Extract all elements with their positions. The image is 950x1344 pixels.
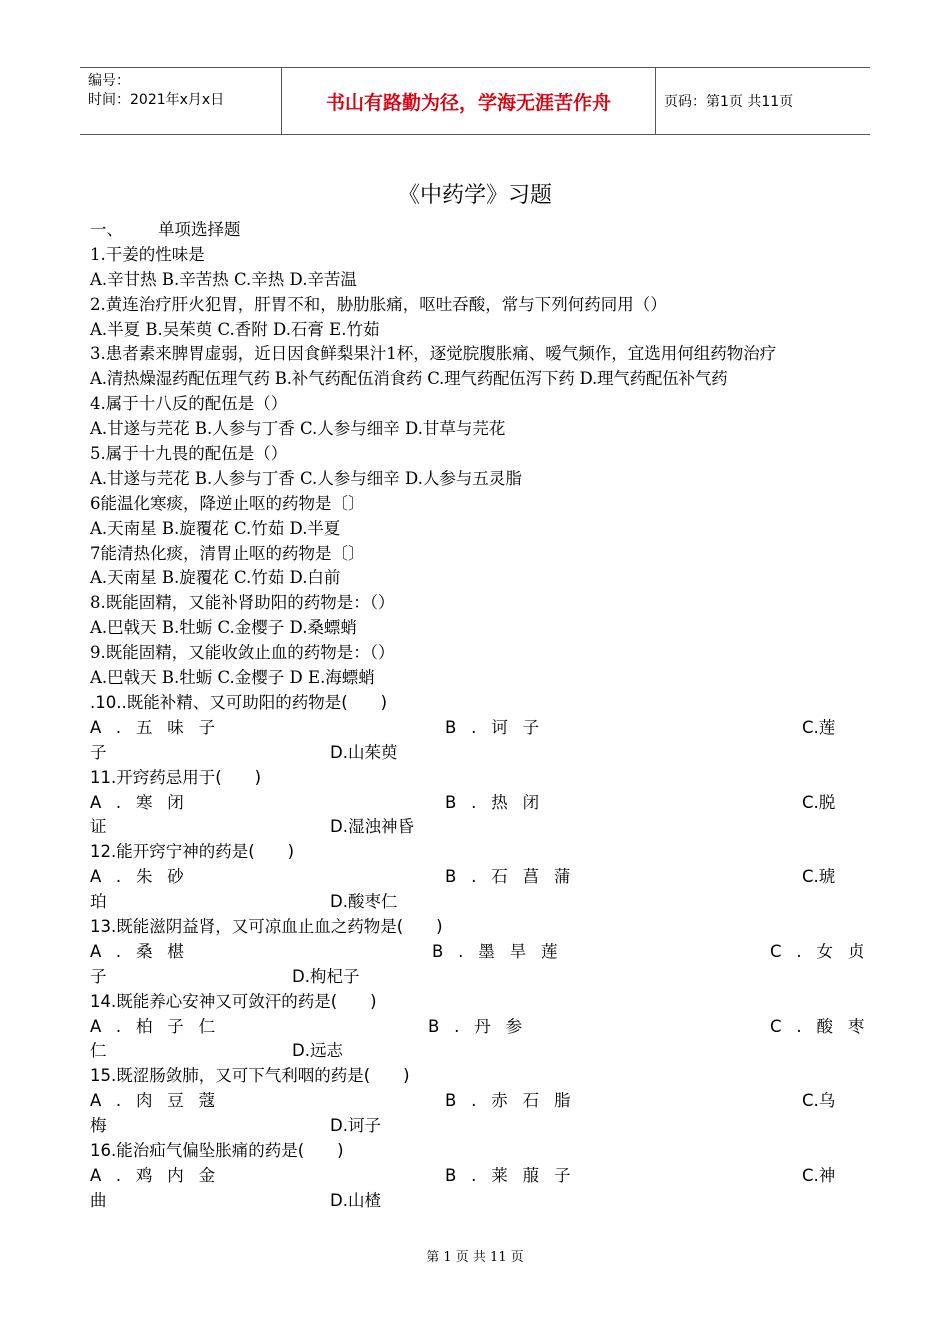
question-7-options: A.天南星 B.旋覆花 C.竹茹 D.白前 [90,568,341,588]
option-d: D.湿浊神昏 [330,817,414,837]
question-10-options [90,716,860,766]
option-a: A.桑椹 [90,941,199,961]
question-1-options: A.辛甘热 B.辛苦热 C.辛热 D.辛苦温 [90,269,357,289]
section-heading [90,218,860,243]
option-c: C.琥 [802,867,836,887]
option-d: D.诃子 [330,1116,381,1136]
page-title: 《中药学》习题 [397,183,552,208]
option-a: A.鸡内金 [90,1165,230,1185]
document-header [80,67,870,135]
question-2-options: A.半夏 B.吴茱萸 C.香附 D.石膏 E.竹茹 [90,319,380,339]
header-meta [80,68,282,134]
option-a: A.朱砂 [90,867,199,887]
question-5-options: A.甘遂与芫花 B.人参与丁香 C.人参与细辛 D.人参与五灵脂 [90,468,522,488]
option-a: A.肉豆蔻 [90,1091,230,1111]
section-label: 单项选择题 [158,220,241,239]
option-c-cont: 子 [90,742,107,762]
option-d: D.远志 [292,1041,343,1061]
option-a: A.寒闭 [90,792,199,812]
option-b: B.诃子 [445,717,554,737]
question-12: 12.能开窍宁神的药是( ) [90,842,295,862]
option-d: D.山楂 [330,1190,381,1210]
option-c: C.女贞 [770,941,880,961]
question-12-options [90,865,860,915]
question-3: 3.患者素来脾胃虚弱，近日因食鲜梨果汁1杯，逐觉脘腹胀痛、嗳气频作，宜选用何组药物治疗 [90,344,777,364]
question-11-options [90,791,860,841]
question-9: 9.既能固精，又能收敛止血的药物是：（） [90,643,395,663]
option-d: D.酸枣仁 [330,892,398,912]
question-6: 6能温化寒痰，降逆止呕的药物是〔〕 [90,493,365,513]
question-15: 15.既涩肠敛肺，又可下气利咽的药是( ) [90,1066,410,1086]
header-motto: 书山有路勤为径，学海无涯苦作舟 [282,68,656,134]
question-16-options [90,1164,860,1214]
question-2: 2.黄连治疗肝火犯胃，肝胃不和，胁肋胀痛，呕吐吞酸，常与下列何药同用（） [90,294,667,314]
option-c-cont: 仁 [90,1041,107,1061]
question-7: 7能清热化痰，清胃止呕的药物是〔〕 [90,543,365,563]
question-16: 16.能治疝气偏坠胀痛的药是( ) [90,1141,344,1161]
page-footer: 第 1 页 共 11 页 [426,1250,524,1265]
option-d: D.枸杞子 [292,966,360,986]
question-8-options: A.巴戟天 B.牡蛎 C.金樱子 D.桑螵蛸 [90,618,357,638]
option-b: B.赤石脂 [445,1091,586,1111]
question-9-options: A.巴戟天 B.牡蛎 C.金樱子 D E.海螵蛸 [90,668,375,688]
header-page-info: 页码：第1页 共11页 [664,94,794,110]
option-b: B.石菖蒲 [445,867,586,887]
question-list [90,218,880,1214]
question-6-options: A.天南星 B.旋覆花 C.竹茹 D.半夏 [90,518,341,538]
question-14: 14.既能养心安神又可敛汗的药是( ) [90,991,377,1011]
header-time-label: 时间：2021年x月x日 [88,92,225,108]
question-4-options: A.甘遂与芫花 B.人参与丁香 C.人参与细辛 D.甘草与芫花 [90,419,506,439]
question-13-options [90,940,880,990]
option-c: C.莲 [802,717,836,737]
question-5: 5.属于十九畏的配伍是（） [90,444,288,464]
option-b: B.丹参 [428,1016,537,1036]
question-10: .10..既能补精、又可助阳的药物是( ) [90,692,388,712]
section-number: 一、 [90,220,123,239]
option-d: D.山茱萸 [330,742,398,762]
question-8: 8.既能固精，又能补肾助阳的药物是：（） [90,593,395,613]
option-c-cont: 珀 [90,892,107,912]
option-c: C.脱 [802,792,836,812]
question-15-options [90,1089,860,1139]
option-c-cont: 曲 [90,1190,107,1210]
option-c: C.乌 [802,1091,836,1111]
option-a: A.柏子仁 [90,1016,230,1036]
question-1: 1.干姜的性味是 [90,244,205,264]
question-3-options: A.清热燥湿药配伍理气药 B.补气药配伍消食药 C.理气药配伍泻下药 D.理气药配伍补气药 [90,369,728,389]
option-c-cont: 梅 [90,1116,107,1136]
option-b: B.热闭 [445,792,554,812]
option-a: A.五味子 [90,717,230,737]
option-c-cont: 子 [90,966,107,986]
header-number-label: 编号： [88,73,130,89]
option-c: C.酸枣 [770,1016,880,1036]
question-13: 13.既能滋阴益肾，又可凉血止血之药物是( ) [90,917,443,936]
option-c: C.神 [802,1165,836,1185]
option-b: B.墨旱莲 [432,941,573,961]
option-c-cont: 证 [90,817,107,837]
option-b: B.莱菔子 [445,1165,586,1185]
question-11: 11.开窍药忌用于( ) [90,767,262,787]
question-4: 4.属于十八反的配伍是（） [90,394,288,414]
question-14-options [90,1015,880,1065]
